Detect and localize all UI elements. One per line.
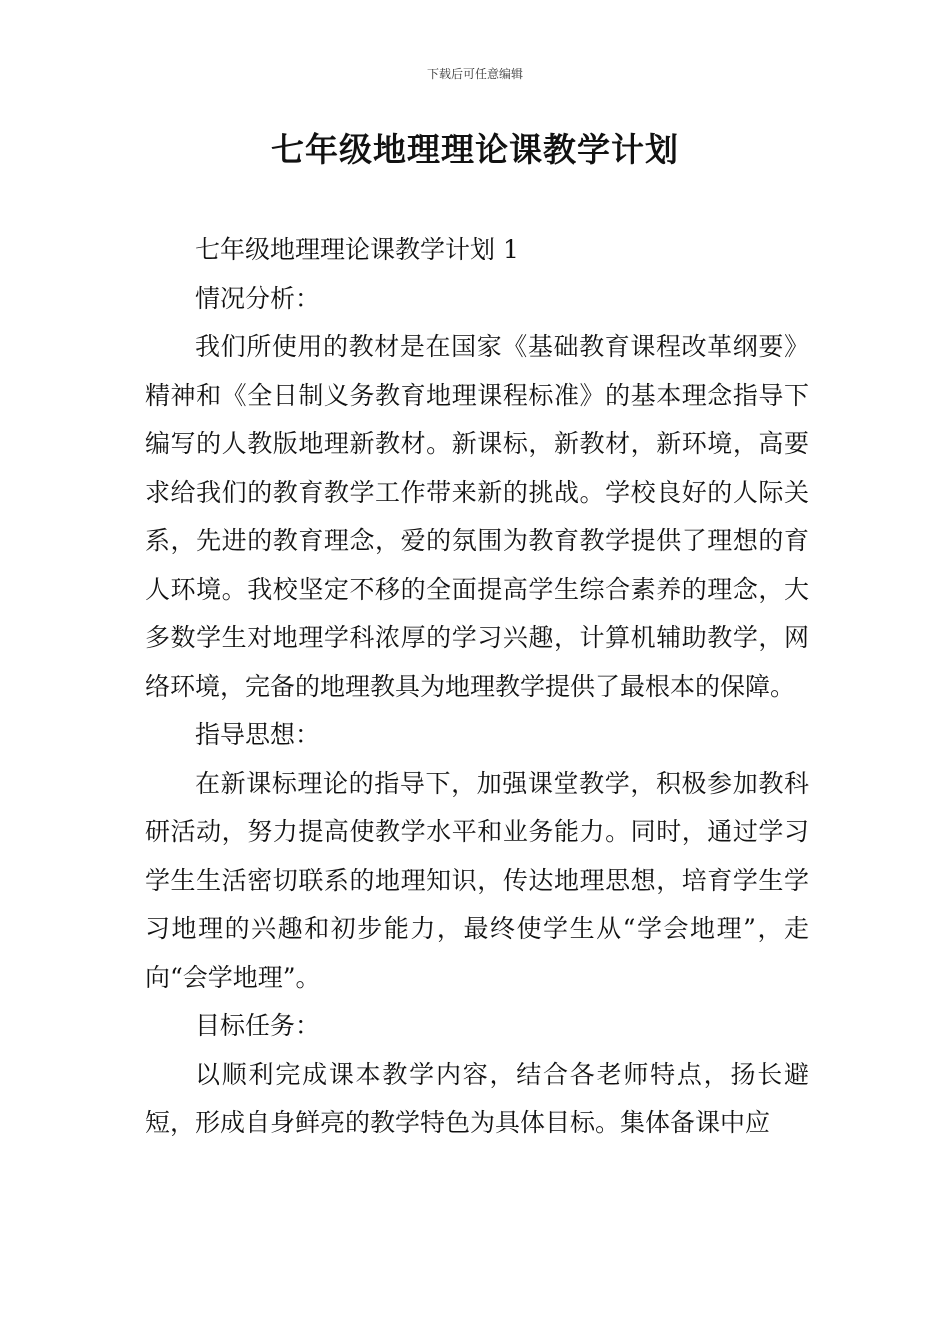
section-heading-goals: 目标任务：: [195, 1011, 321, 1040]
section-body-guiding-thought: 在新课标理论的指导下，加强课堂教学，积极参加教科研活动，努力提高使教学水平和业务能力。同时，通过学习学生生活密切联系的地理知识，传达地理思想，培育学生学习地理的兴趣和初步能力，最终使学生从“学会地理”，走向“会学地理”。: [145, 768, 809, 992]
section-heading-guiding-thought: 指导思想：: [195, 720, 321, 749]
section-body-situation: 我们所使用的教材是在国家《基础教育课程改革纲要》精神和《全日制义务教育地理课程标准》的基本理念指导下编写的人教版地理新教材。新课标，新教材，新环境，高要求给我们的教育教学工作带来新的挑战。学校良好的人际关系，先进的教育理念，爱的氛围为教育教学提供了理想的育人环境。我校坚定不移的全面提高学生综合素养的理念，大多数学生对地理学科浓厚的学习兴趣，计算机辅助教学，网络环境，完备的地理教具为地理教学提供了最根本的保障。: [145, 332, 809, 701]
document-subtitle: 七年级地理理论课教学计划 1: [195, 235, 519, 264]
document-title: 七年级地理理论课教学计划: [271, 130, 679, 169]
document-body: [145, 226, 809, 1148]
header-note: 下载后可任意编辑: [426, 67, 523, 81]
section-heading-situation: 情况分析：: [195, 283, 321, 313]
section-body-goals: 以顺利完成课本教学内容，结合各老师特点，扬长避短，形成自身鲜亮的教学特色为具体目标。集体备课中应: [145, 1059, 809, 1137]
